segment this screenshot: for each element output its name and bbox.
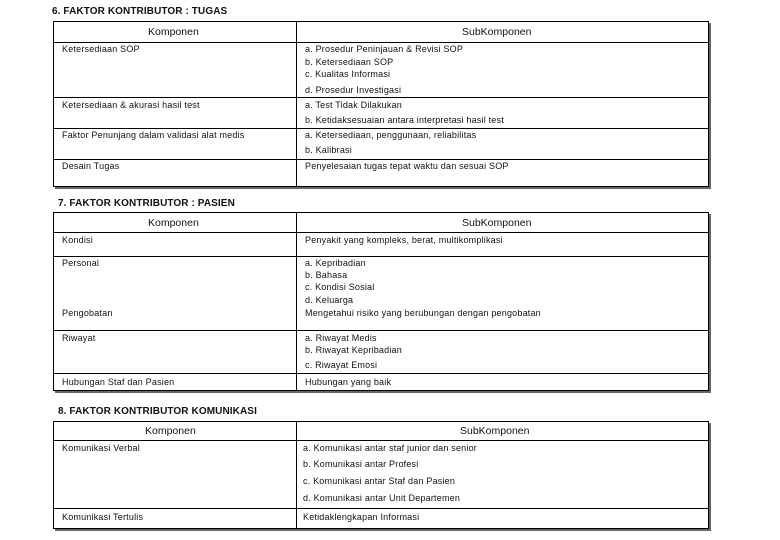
table-cell: Ketidaklengkapan Informasi (303, 512, 420, 522)
table-cell: c. Kondisi Sosial (305, 282, 375, 292)
section-6-title: 6. FAKTOR KONTRIBUTOR : TUGAS (52, 6, 228, 17)
table-cell: Pengobatan (62, 308, 113, 318)
table-cell: a. Kepribadian (305, 258, 366, 268)
table-cell: d. Komunikasi antar Unit Departemen (303, 493, 461, 503)
table-cell: d. Keluarga (305, 295, 354, 305)
table-cell: b. Komunikasi antar Profesi (303, 459, 419, 469)
table-cell: d. Prosedur Investigasi (305, 85, 402, 95)
section-6-header-komponen: Komponen (148, 26, 199, 38)
section-6-header-subkomponen: SubKomponen (462, 26, 532, 38)
section-7-title: 7. FAKTOR KONTRIBUTOR : PASIEN (58, 198, 235, 209)
table-cell: a. Komunikasi antar staf junior dan senior (303, 443, 477, 453)
table-cell: c. Komunikasi antar Staf dan Pasien (303, 476, 456, 486)
table-cell: Personal (62, 258, 100, 268)
table-cell: c. Kualitas Informasi (305, 69, 391, 79)
table-cell: Penyelesaian tugas tepat waktu dan sesuai SOP (305, 161, 509, 171)
table-cell: Kondisi (62, 235, 93, 245)
table-cell: b. Riwayat Kepribadian (305, 345, 402, 355)
table-cell: Ketersediaan & akurasi hasil test (62, 100, 200, 110)
section-7-header-subkomponen: SubKomponen (462, 217, 532, 229)
table-cell: a. Prosedur Peninjauan & Revisi SOP (305, 44, 464, 54)
table-cell: Faktor Penunjang dalam validasi alat medis (62, 130, 245, 140)
table-cell: b. Ketidaksesuaian antara interpretasi hasil test (305, 115, 504, 125)
table-cell: b. Kalibrasi (305, 145, 352, 155)
table-cell: Hubungan Staf dan Pasien (62, 377, 175, 387)
table-cell: a. Riwayat Medis (305, 333, 377, 343)
table-cell: Penyakit yang kompleks, berat, multikomplikasi (305, 235, 503, 245)
table-cell: a. Ketersediaan, penggunaan, reliabilitas (305, 130, 477, 140)
section-8-header-subkomponen: SubKomponen (460, 425, 530, 437)
section-8-title: 8. FAKTOR KONTRIBUTOR KOMUNIKASI (58, 406, 257, 417)
table-cell: Hubungan yang baik (305, 377, 392, 387)
table-cell: Komunikasi Verbal (62, 443, 140, 453)
table-cell: b. Ketersediaan SOP (305, 57, 394, 67)
table-cell: Komunikasi Tertulis (62, 512, 144, 522)
table-cell: a. Test Tidak Dilakukan (305, 100, 402, 110)
table-cell: b. Bahasa (305, 270, 348, 280)
table-cell: Desain Tugas (62, 161, 120, 171)
section-7-header-komponen: Komponen (148, 217, 199, 229)
table-cell: Riwayat (62, 333, 96, 343)
table-cell: Ketersediaan SOP (62, 44, 140, 54)
table-cell: Mengetahui risiko yang berubungan dengan pengobatan (305, 308, 541, 318)
table-cell: c. Riwayat Emosi (305, 360, 378, 370)
section-8-header-komponen: Komponen (145, 425, 196, 437)
